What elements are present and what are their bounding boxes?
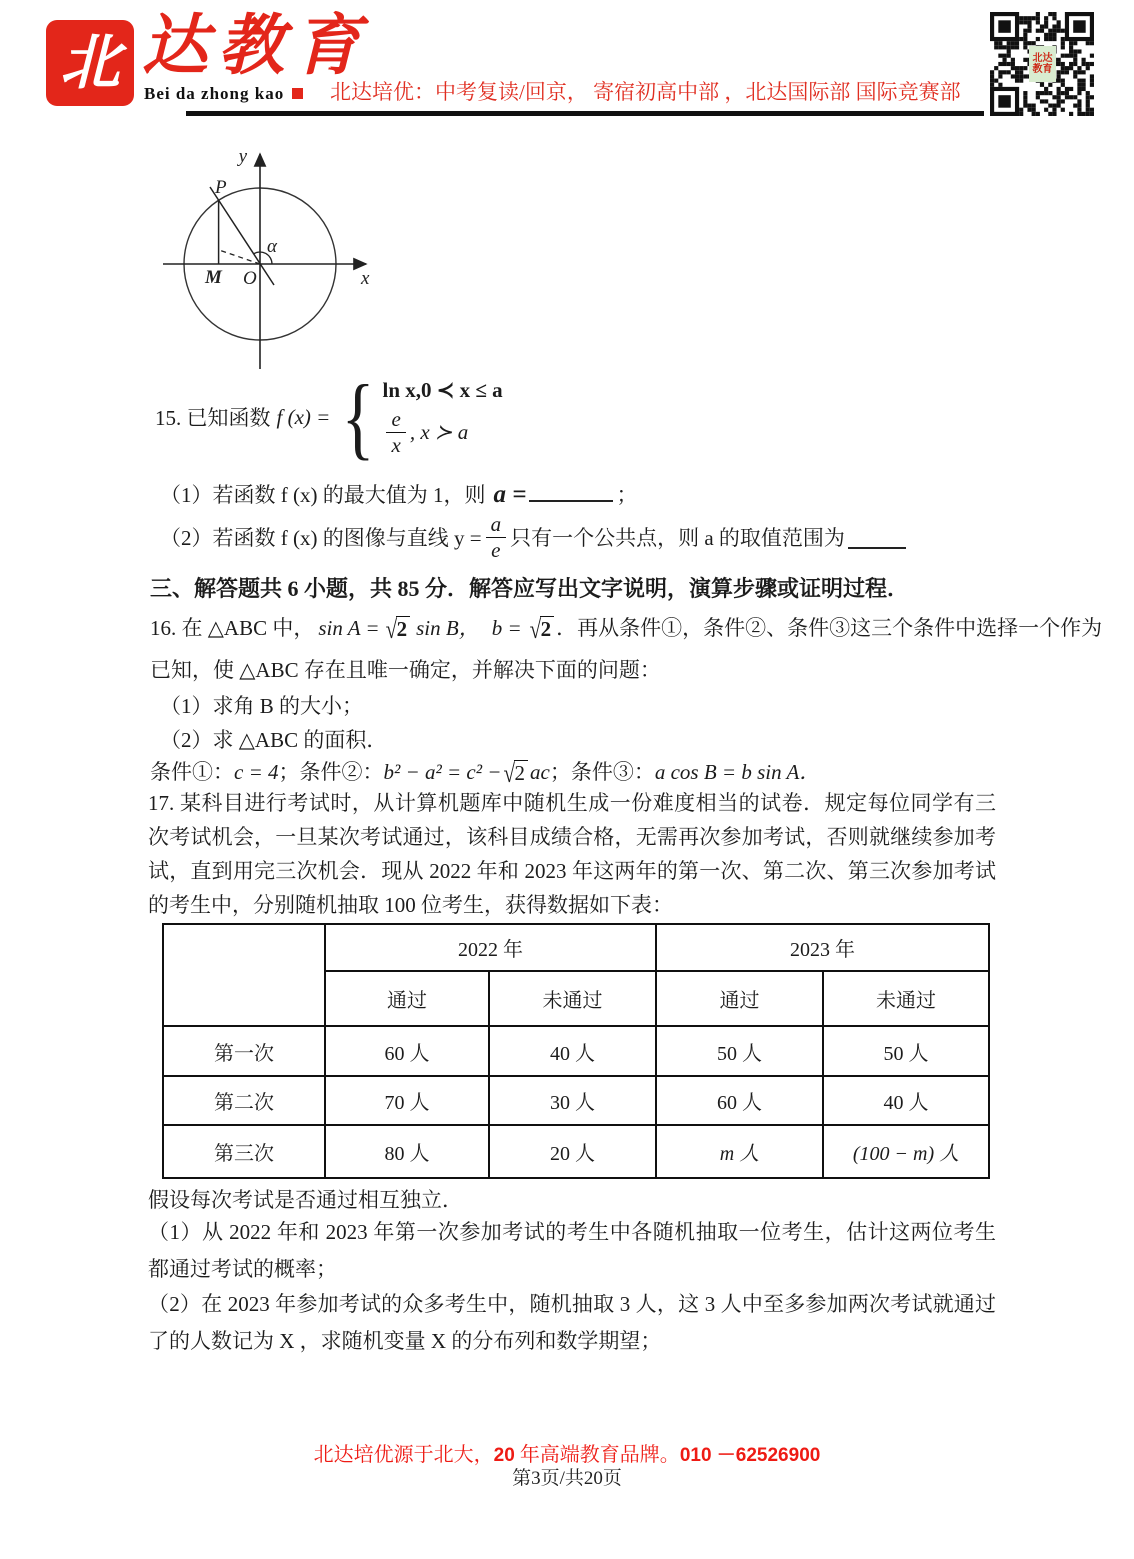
problem-16-line1: 16. 在 △ABC 中， sin A = √ 2 sin B， b = √ 2 ．再从条件①，条件②、条件③这三个条件中选择一个作为 (150, 614, 1103, 645)
problem-16-conditions: 条件①： c = 4 ；条件②： b² − a² = c² − √ 2 ac ；条件③： a cos B = b sin A． (150, 756, 820, 786)
brand-slogan: 北达培优：中考复读/回京， 寄宿初高中部 ，北达国际部 国际竞赛部 (330, 80, 961, 104)
answer-blank-2 (848, 525, 906, 549)
fraction-a: a (486, 513, 507, 537)
sqrt-2-condition: √ 2 (503, 760, 528, 786)
table-row: 第二次 70 人 30 人 60 人 40 人 (163, 1076, 989, 1125)
origin-label: O (243, 268, 257, 289)
table-header-years (163, 924, 989, 971)
y-axis-label: y (238, 146, 247, 167)
year-2023-header: 2023 年 (656, 924, 989, 971)
qr-center-label: 北达 教育 (1029, 46, 1056, 82)
brand-logo-text: 达教育 (142, 10, 370, 83)
year-2022-header: 2022 年 (325, 924, 656, 971)
a-equals: a = (493, 481, 527, 509)
problem-17-statement: 17. 某科目进行考试时，从计算机题库中随机生成一份难度相当的试卷．规定每位同学有三次考试机会，一旦某次考试通过，该科目成绩合格，无需再次参加考试，否则就继续参加考试，直到用完三次机会．现从 2022 年和 2023 年这两年的第一次、第二次、第三次参加考试的考生中，分别随机抽取 100 位考生，获得数据如下表： (148, 791, 996, 917)
qr-code (990, 12, 1094, 116)
problem-15-function (155, 366, 503, 468)
piecewise-cases (382, 378, 502, 455)
pass-header-2022: 通过 (325, 971, 489, 1026)
red-square-icon (292, 88, 303, 99)
problem-15-part2: （2）若函数 f (x) 的图像与直线 y = $\frac{a}{e}$ 只有一个公共点，则 a 的取值范围为 (160, 508, 909, 566)
problem-16-part2: （2）求 △ABC 的面积． (160, 728, 388, 752)
fx-symbol: f (x) = (276, 404, 331, 429)
seal-character: 北 (60, 30, 120, 96)
independence-note: 假设每次考试是否通过相互独立． (148, 1188, 463, 1212)
case2-denominator: x (391, 432, 401, 457)
sqrt-2-second: √ 2 (530, 616, 555, 642)
case2-numerator: e (386, 408, 405, 432)
case2-condition: , x ≻ a (409, 419, 469, 444)
problem-17-part1: （1）从 2022 年和 2023 年第一次参加考试的考生中各随机抽取一位考生，估计这两位考生都通过考试的概率； (148, 1220, 996, 1281)
brand-logo-subtitle: Bei da zhong kao (144, 84, 303, 104)
point-p-label: P (215, 177, 227, 198)
fail-header-2023: 未通过 (823, 971, 989, 1026)
fraction-e: e (491, 537, 501, 562)
condition-3-value: a cos B = b sin A． (654, 760, 821, 784)
section-3-heading: 三、解答题共 6 小题，共 85 分．解答应写出文字说明，演算步骤或证明过程． (150, 576, 910, 601)
unit-circle-figure (163, 146, 378, 371)
table-row: 第三次 80 人 20 人 m 人 (100 − m) 人 (163, 1125, 989, 1178)
fail-header-2022: 未通过 (489, 971, 656, 1026)
piecewise-brace: { (341, 366, 375, 468)
problem-15-part1: （1）若函数 f (x) 的最大值为 1，则 a = ； (160, 478, 637, 509)
condition-1-value: c = 4 (234, 760, 279, 784)
footer-brand-line: 北达培优源于北大，20 年高端教育品牌。010 －62526900 (313, 1444, 821, 1466)
case-2 (382, 408, 502, 455)
problem-16-part1: （1）求角 B 的大小； (160, 694, 364, 718)
condition-2-value: b² − a² = c² − (383, 760, 502, 784)
problem-15-lead: 15. 已知函数 (155, 406, 271, 430)
answer-blank-1 (529, 478, 613, 502)
point-m-label: M (205, 267, 222, 288)
sqrt-2-first: √ 2 (386, 616, 411, 642)
case-1: ln x,0 ≺ x ≤ a (382, 378, 503, 403)
exam-results-table (162, 923, 990, 1179)
header-divider (186, 111, 984, 116)
angle-alpha-label: α (267, 236, 277, 257)
dashed-segment (219, 250, 260, 264)
pass-header-2023: 通过 (656, 971, 823, 1026)
brand-seal-logo (48, 22, 132, 104)
x-axis-label: x (361, 268, 370, 289)
page-number: 第3页/共20页 (512, 1468, 622, 1489)
corner-cell (163, 924, 325, 1026)
problem-17-part2: （2）在 2023 年参加考试的众多考生中，随机抽取 3 人，这 3 人中至多参加两次考试就通过了的人数记为 X ，求随机变量 X 的分布列和数学期望； (148, 1292, 996, 1353)
table-row: 第一次 60 人 40 人 50 人 50 人 (163, 1026, 989, 1076)
problem-16-line2: 已知，使 △ABC 存在且唯一确定，并解决下面的问题： (150, 658, 661, 682)
